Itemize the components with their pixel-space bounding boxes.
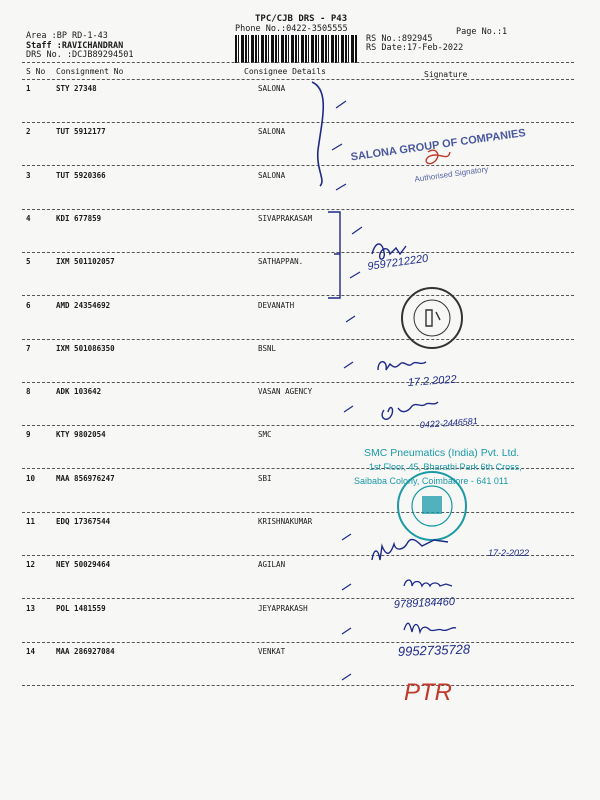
row-consignee: SALONA	[258, 84, 286, 93]
staff-label: Staff :RAVICHANDRAN	[26, 41, 124, 51]
row-consignee: DEVANATH	[258, 300, 295, 310]
rs-date: RS Date:17-Feb-2022	[366, 43, 464, 53]
row-consignment-no: STY 27348	[56, 84, 97, 93]
row-sno: 4	[26, 213, 31, 223]
row-sno: 5	[26, 257, 31, 267]
col-consignee: Consignee Details	[244, 67, 326, 76]
salona-stamp-signatory: Authorised Signatory	[413, 164, 489, 184]
row-consignee: AGILAN	[258, 560, 286, 570]
row-sno: 13	[26, 603, 36, 613]
row-consignee: VASAN AGENCY	[258, 387, 313, 397]
row-consignment-no: IXM 501102057	[56, 257, 115, 267]
tick-mark	[342, 534, 351, 540]
rs-number: RS No.:892945	[366, 34, 433, 44]
row-sno: 14	[26, 646, 36, 656]
row-consignment-no: TUT 5912177	[56, 127, 106, 137]
row-consignee: SALONA	[258, 170, 286, 180]
row-consignee: VENKAT	[258, 646, 286, 656]
doc-title: TPC/CJB DRS - P43	[255, 14, 348, 24]
area-label: Area :BP RD-1-43	[26, 31, 108, 41]
tick-mark	[336, 101, 346, 108]
row-consignment-no: KTY 9802054	[56, 430, 106, 440]
sivaprakasam-phone: 9597212220	[366, 252, 430, 273]
brace-mark	[328, 212, 340, 298]
tick-mark	[346, 316, 355, 322]
row-consignee: SATHAPPAN.	[258, 257, 304, 267]
drs-number: DRS No. :DCJB89294501	[26, 50, 134, 60]
row-consignment-no: TUT 5920366	[56, 170, 106, 180]
krishnakumar-signature	[372, 539, 448, 560]
tick-mark	[350, 272, 360, 278]
agilan-signature	[404, 580, 452, 586]
smc-stamp-line1: SMC Pneumatics (India) Pvt. Ltd.	[364, 447, 520, 459]
row-consignee: KRISHNAKUMAR	[258, 517, 313, 526]
row-consignment-no: MAA 856976247	[56, 473, 115, 483]
bsnl-date: 17.2.2022	[407, 373, 458, 389]
row-sno: 2	[26, 127, 31, 137]
page-number: Page No.:1	[456, 27, 508, 37]
row-sno: 1	[26, 84, 31, 93]
smc-stamp-line2: 1st Floor, 45, Bharathi Park 6th Cross,	[369, 462, 522, 472]
tick-mark	[342, 584, 351, 590]
col-signature: Signature	[424, 70, 468, 79]
tick-mark	[344, 406, 353, 412]
krishnakumar-date: 17-2-2022	[488, 548, 530, 558]
row-consignment-no: MAA 286927084	[56, 646, 115, 656]
brace-mark	[312, 82, 323, 186]
vasan-phone: 0422-2446581	[419, 415, 479, 430]
col-consignment: Consignment No	[56, 67, 124, 76]
salona-stamp-name: SALONA GROUP OF COMPANIES	[350, 127, 527, 164]
row-sno: 11	[26, 517, 36, 526]
row-consignment-no: ADK 103642	[56, 387, 102, 397]
bsnl-signature	[378, 362, 426, 370]
salona-stamp	[350, 127, 530, 192]
tick-mark	[336, 184, 346, 190]
smc-stamp-line3: Saibaba Colony, Coimbatore - 641 011	[354, 476, 509, 486]
row-consignment-no: KDI 677859	[56, 213, 102, 223]
phone-number: Phone No.:0422-3505555	[235, 24, 348, 34]
row-sno: 8	[26, 387, 31, 397]
smc-stamp	[354, 447, 522, 540]
row-sno: 3	[26, 170, 31, 180]
tick-mark	[342, 674, 351, 680]
row-consignment-no: AMD 24354692	[56, 300, 111, 310]
row-consignee: SALONA	[258, 127, 286, 137]
row-sno: 7	[26, 343, 31, 353]
jeyaprakash-phone: 9952735728	[397, 641, 471, 659]
row-consignee: BSNL	[258, 343, 277, 353]
tick-mark	[332, 144, 342, 150]
agilan-phone: 9789184460	[393, 595, 456, 611]
row-sno: 12	[26, 560, 36, 570]
venkat-initials: PTR	[404, 679, 452, 706]
tick-mark	[344, 362, 353, 368]
tick-mark	[342, 628, 351, 634]
row-sno: 9	[26, 430, 31, 440]
col-sno: S No	[26, 67, 46, 76]
row-sno: 10	[26, 473, 36, 483]
row-consignment-no: POL 1481559	[56, 603, 106, 613]
vasan-signature	[382, 402, 438, 419]
jeyaprakash-signature	[404, 623, 456, 632]
row-consignee: SBI	[258, 473, 272, 483]
row-consignment-no: EDQ 17367544	[56, 517, 111, 526]
row-consignee: SMC	[258, 430, 272, 440]
row-consignment-no: NEY 50029464	[56, 560, 111, 570]
row-consignee: SIVAPRAKASAM	[258, 213, 313, 223]
row-consignee: JEYAPRAKASH	[258, 603, 308, 613]
devanath-stamp	[402, 288, 462, 348]
row-consignment-no: IXM 501086350	[56, 343, 115, 353]
tick-mark	[352, 227, 362, 234]
row-sno: 6	[26, 300, 31, 310]
